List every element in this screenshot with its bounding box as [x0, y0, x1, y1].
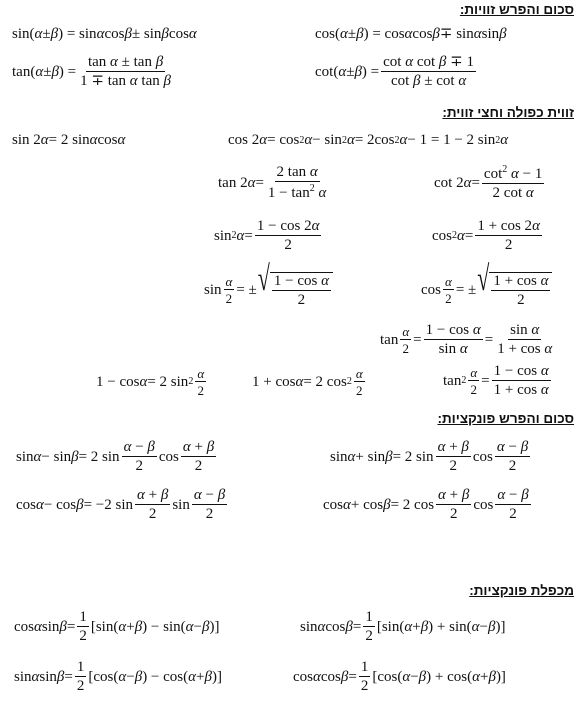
formula-cos-cos-product: cos α cos β = 1 2 [cos( α − β ) + cos( α + β )] [293, 659, 506, 694]
formula-sin-plus-sin: sin α + sin β = 2 sin α + β 2 cos α − β 2 [330, 439, 529, 474]
formula-cos-sin-product: cos α sin β = 1 2 [sin( α + β ) − sin( α − β )] [14, 609, 220, 644]
formula-sin-squared: sin 2 α = 1 − cos 2α 2 [214, 218, 320, 253]
formula-cos-minus-cos: cos α − cos β = −2 sin α + β 2 sin α − β 2 [16, 487, 226, 522]
formula-sin-half: sin α 2 = ± √ 1 − cos α 2 [204, 272, 333, 308]
section-title-sum-diff-functions: סכום והפרש פונקציות: [437, 411, 574, 426]
formula-sin-double: sin 2 α = 2 sin α cos α [12, 132, 126, 148]
formula-tan-squared-half: tan 2 α 2 = 1 − cos α 1 + cos α [443, 363, 549, 398]
formula-cos-sum: cos( α ± β ) = cos α cos β ∓ sin α sin β [315, 26, 507, 42]
formula-sin-minus-sin: sin α − sin β = 2 sin α − β 2 cos α + β 2 [16, 439, 215, 474]
formula-cos-squared: cos 2 α = 1 + cos 2α 2 [432, 218, 540, 253]
formula-sin-sum: sin( α ± β ) = sin α cos β ± sin β cos α [12, 26, 197, 42]
section-title-product-functions: מכפלת פונקציות: [469, 583, 574, 598]
formula-tan-half: tan α 2 = 1 − cos α sin α = sin α 1 + cos α [380, 322, 553, 357]
formula-one-plus-cos: 1 + cos α = 2 cos 2 α 2 [252, 366, 363, 398]
formula-tan-double: tan 2 α = 2 tan α $1 - \tan^2 \alpha$ [218, 164, 327, 201]
formula-one-minus-cos: 1 − cos α = 2 sin 2 α 2 [96, 366, 205, 398]
section-title-sum-diff-angles: סכום והפרש זוויות: [459, 2, 574, 17]
formula-cos-half: cos α 2 = ± √ 1 + cos α 2 [421, 272, 552, 308]
formula-cot-sum: cot( α ± β ) = cot α cot β ∓ 1 cot β ± cot α [315, 54, 474, 89]
formula-tan-sum: tan( α ± β ) = tan α ± tan β 1 ∓ tan α tan β [12, 54, 171, 89]
formula-cos-double: cos 2 α = cos 2 α − sin 2 α = 2cos 2 α − 1 = 1 − 2 sin 2 α [228, 132, 509, 148]
formula-sin-sin-product: sin α sin β = 1 2 [cos( α − β ) − cos( α + β )] [14, 659, 222, 694]
formula-cot-double: cot 2 α = $\cot^2 \alpha - 1$ 2 cot α [434, 164, 543, 201]
section-title-double-half: זווית כפולה וחצי זווית: [442, 105, 574, 120]
formula-sin-cos-product: sin α cos β = 1 2 [sin( α + β ) + sin( α − β )] [300, 609, 506, 644]
formula-cos-plus-cos: cos α + cos β = 2 cos α + β 2 cos α − β 2 [323, 487, 529, 522]
